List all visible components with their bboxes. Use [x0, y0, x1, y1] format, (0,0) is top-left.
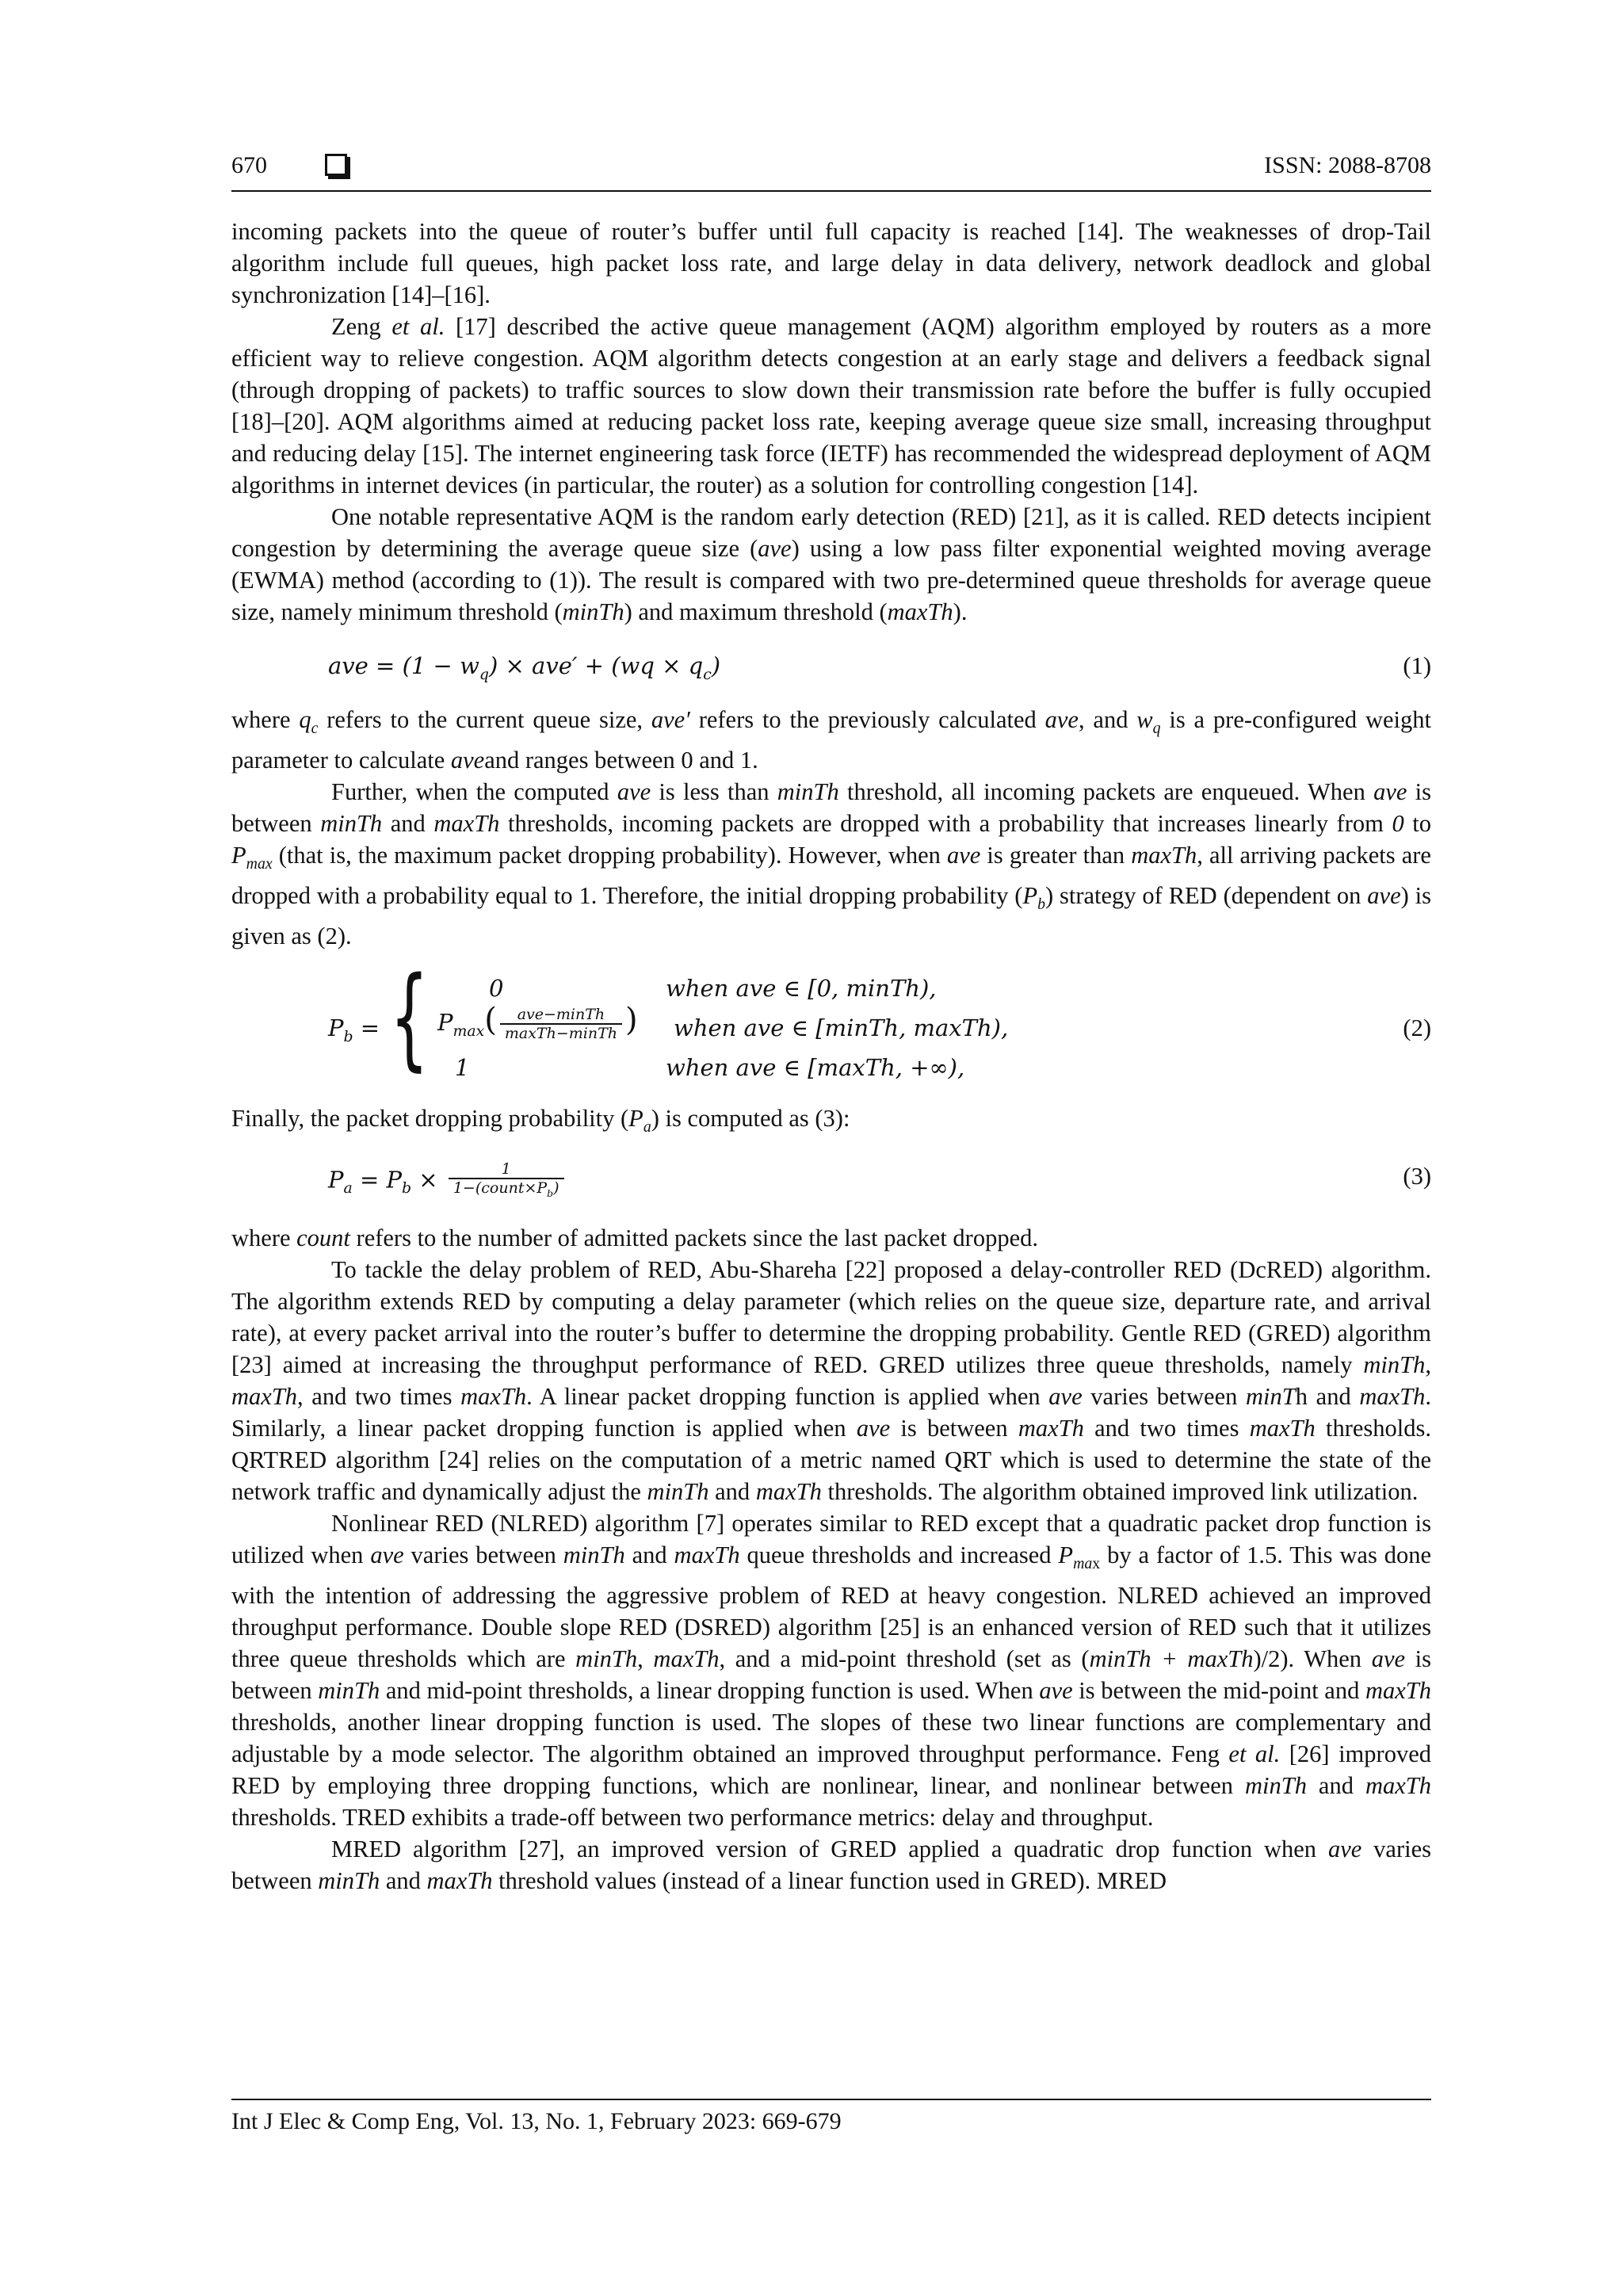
equation-2-lhs: $P_b$ = [328, 1014, 380, 1046]
paragraph-6: Finally, the packet dropping probability $(P_a)$ is computed as (3): [231, 1105, 850, 1137]
paragraph-5: Further, when the computed ave is less than minTh threshold, all incoming packets are enqueued. When ave is between minTh and maxTh thresholds, incoming packets are dropped with a probability that increases linearly from 0 to $P_{max}$ (that is, the maximum packet dropping probability). However, when ave is greater than maxTh, all arriving packets are dropped with a probability equal to 1. Therefore, the initial dropping probability $(P_b)$ strategy of RED (dependent on ave) is given as (2). [231, 778, 1432, 950]
equation-2-row1-value: 0 [489, 975, 504, 1003]
footer-rule [231, 2099, 1431, 2100]
equation-3-number: (3) [1403, 1163, 1431, 1190]
equation-1-content: ave = $(1 - w_q) \times ave' + (wq \times q_c)$ [328, 652, 721, 683]
equation-3-fraction: $\frac{1}{1-(count\times P_b)}$ [449, 1160, 564, 1202]
equation-2-row2-value: $P_{max}$( $\frac{\text{ave−minTh}}{\text{maxTh−minTh}}$ ) [437, 1002, 638, 1043]
equation-1 [231, 650, 1431, 682]
paragraph-9: Nonlinear RED (NLRED) algorithm [7] operates similar to RED except that a quadratic packet drop function is utilized when ave varies between minTh and maxTh queue thresholds and increased $P_{max}$ by a factor of 1.5. This was done with the intention of addressing the aggressive problem of RED at heavy congestion. NLRED achieved an improved throughput performance. Double slope RED (DSRED) algorithm [25] is an enhanced version of RED such that it utilizes three queue thresholds which are minTh, maxTh, and a mid-point threshold (set as (minTh + maxTh)/2). When ave is between minTh and mid-point thresholds, a linear dropping function is used. When ave is between the mid-point and maxTh thresholds, another linear dropping function is used. The slopes of these two linear functions are complementary and adjustable by a mode selector. The algorithm obtained an improved throughput performance. Feng et al. [26] improved RED by employing three dropping functions, which are nonlinear, linear, and nonlinear between minTh and maxTh thresholds. TRED exhibits a trade-off between two performance metrics: delay and throughput. [231, 1510, 1432, 1832]
equation-3 [231, 1160, 1431, 1205]
paragraph-3: One notable representative AQM is the random early detection (RED) [21], as it is called. RED detects incipient congestion by determining the average queue size (ave) using a low pass filter exponential weighted moving average (EWMA) method (according to (1)). The result is compared with two pre-determined queue thresholds for average queue size, namely minimum threshold (minTh) and maximum threshold (maxTh). [231, 503, 1431, 625]
page-number: 670 [231, 152, 267, 178]
equation-3-content: $P_a = P_b$ × $\frac{1}{1-(count\times P_b)}$ [328, 1160, 567, 1205]
paragraph-7: where count refers to the number of admitted packets since the last packet dropped. [231, 1224, 1038, 1252]
article-body [231, 216, 1431, 1897]
equation-2-row3-condition: when ave ∈ [maxTh, +∞), [666, 1054, 965, 1082]
paragraph-4: where $q_c$ refers to the current queue size, ave′ refers to the previously calculated ave, and $w_q$ is a pre-configured weight parameter to calculate aveand ranges between 0 and 1. [231, 706, 1431, 774]
paragraph-1: incoming packets into the queue of router’s buffer until full capacity is reached [14]. The weaknesses of drop-Tail algorithm include full queues, high packet loss rate, and large delay in data delivery, network deadlock and global synchronization [14]–[16]. [231, 218, 1431, 308]
equation-1-number: (1) [1403, 652, 1431, 679]
issn-label: ISSN: 2088-8708 [1264, 152, 1431, 178]
equation-2-row3-value: 1 [455, 1054, 470, 1082]
header-rule [231, 190, 1431, 192]
equation-2-number: (2) [1403, 1014, 1431, 1042]
paragraph-10: MRED algorithm [27], an improved version of GRED applied a quadratic drop function when ave varies between minTh and maxTh threshold values (instead of a linear function used in GRED). MRED [231, 1836, 1431, 1895]
page-header [231, 152, 1431, 184]
equation-2-row1-condition: when ave ∈ [0, minTh), [666, 975, 937, 1003]
paragraph-2: Zeng et al. [17] described the active queue management (AQM) algorithm employed by routers as a more efficient way to relieve congestion. AQM algorithm detects congestion at an early stage and delivers a feedback signal (through dropping of packets) to traffic sources to slow down their transmission rate before the buffer is fully occupied [18]–[20]. AQM algorithms aimed at reducing packet loss rate, keeping average queue size small, increasing throughput and reducing delay [15]. The internet engineering task force (IETF) has recommended the widespread deployment of AQM algorithms in internet devices (in particular, the router) as a solution for controlling congestion [14]. [231, 313, 1431, 499]
equation-2-row2-condition: when ave ∈ [minTh, maxTh), [674, 1014, 1009, 1042]
checkbox-square-icon [325, 154, 347, 176]
left-brace-icon: { [390, 953, 429, 1083]
equation-2 [231, 953, 1431, 1083]
equation-2-fraction: $\frac{\text{ave−minTh}}{\text{maxTh−minTh}}$ [500, 1006, 622, 1042]
paragraph-8: To tackle the delay problem of RED, Abu-Shareha [22] proposed a delay-controller RED (DcRED) algorithm. The algorithm extends RED by computing a delay parameter (which relies on the queue size, departure rate, and arrival rate), at every packet arrival into the router’s buffer to determine the dropping probability. Gentle RED (GRED) algorithm [23] aimed at increasing the throughput performance of RED. GRED utilizes three queue thresholds, namely minTh, maxTh, and two times maxTh. A linear packet dropping function is applied when ave varies between minTh and maxTh. Similarly, a linear packet dropping function is applied when ave is between maxTh and two times maxTh thresholds. QRTRED algorithm [24] relies on the computation of a metric named QRT which is used to determine the state of the network traffic and dynamically adjust the minTh and maxTh thresholds. The algorithm obtained improved link utilization. [231, 1256, 1431, 1506]
journal-footer: Int J Elec & Comp Eng, Vol. 13, No. 1, February 2023: 669-679 [231, 2108, 842, 2134]
